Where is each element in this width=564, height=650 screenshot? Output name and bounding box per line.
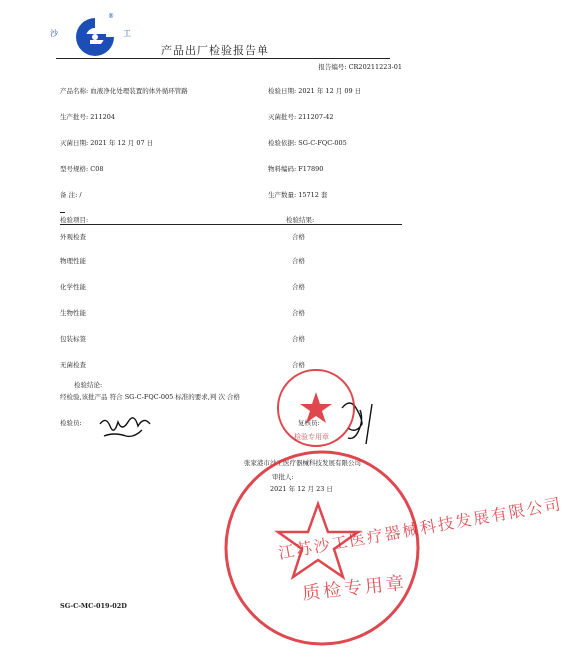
col-header-item: 检验项目: bbox=[60, 216, 89, 224]
table-row-item: 无菌检查 bbox=[60, 361, 86, 369]
production-quantity: 生产数量: 15712 套 bbox=[268, 191, 328, 199]
registered-mark: ® bbox=[108, 13, 114, 20]
table-row-item: 包装标签 bbox=[60, 335, 86, 343]
inspection-date: 检验日期: 2021 年 12 月 09 日 bbox=[268, 87, 362, 95]
signature-date: 2021 年 12 月 23 日 bbox=[270, 485, 333, 493]
report-number: 报告编号: CR20211223-01 bbox=[318, 63, 402, 71]
inspection-basis: 检验依据: SG-C-FQC-005 bbox=[268, 139, 347, 147]
table-row-item: 物理性能 bbox=[60, 257, 86, 265]
logo-left-char: 沙 bbox=[50, 29, 58, 38]
col-header-result: 检验结果: bbox=[286, 216, 315, 224]
sterilization-date: 灭菌日期: 2021 年 12 月 07 日 bbox=[60, 139, 154, 147]
table-row-result: 合格 bbox=[292, 283, 305, 291]
remarks: 备 注: / bbox=[60, 191, 82, 199]
table-row-item: 化学性能 bbox=[60, 283, 86, 291]
model-spec: 型号规格: C08 bbox=[60, 165, 104, 173]
seal-subtext: 质检专用章 bbox=[301, 572, 408, 605]
company-name: 张家港市沙工医疗器械科技发展有限公司 bbox=[244, 459, 361, 467]
conclusion-label: 检验结论: bbox=[74, 381, 103, 389]
table-row-result: 合格 bbox=[292, 257, 305, 265]
footer-document-code: SG-C-MC-019-02D bbox=[60, 602, 127, 610]
small-seal-text: 检验专用章 bbox=[294, 433, 329, 441]
production-batch: 生产批号: 211204 bbox=[60, 113, 116, 121]
inspector-signature bbox=[100, 418, 150, 437]
table-row-result: 合格 bbox=[292, 361, 305, 369]
conclusion-text: 经检验,该批产品 符合 SG-C-FQC-005 标准的要求,判 次 合格 bbox=[60, 393, 241, 401]
table-row-result: 合格 bbox=[292, 335, 305, 343]
inspector-label: 检验员: bbox=[60, 419, 82, 427]
product-name: 产品名称: 血液净化处理装置的体外循环管路 bbox=[60, 87, 188, 95]
material-code: 物料编码: F17890 bbox=[268, 165, 324, 173]
table-row-item: 生物性能 bbox=[60, 309, 86, 317]
sterilization-batch: 灭菌批号: 211207-42 bbox=[268, 113, 334, 121]
table-row-result: 合格 bbox=[292, 309, 305, 317]
document-title: 产品出厂检验报告单 bbox=[161, 44, 269, 57]
approver-label: 审批人: bbox=[272, 473, 294, 481]
table-row-result: 合格 bbox=[292, 233, 305, 241]
seal-text-arc: 江苏沙工医疗器械科技发展有限公司 bbox=[276, 494, 564, 563]
logo-right-char: 工 bbox=[123, 29, 131, 38]
reviewer-signature bbox=[342, 403, 372, 444]
table-row-item: 外观检查 bbox=[60, 233, 86, 241]
reviewer-label: 复核员: bbox=[298, 419, 320, 427]
